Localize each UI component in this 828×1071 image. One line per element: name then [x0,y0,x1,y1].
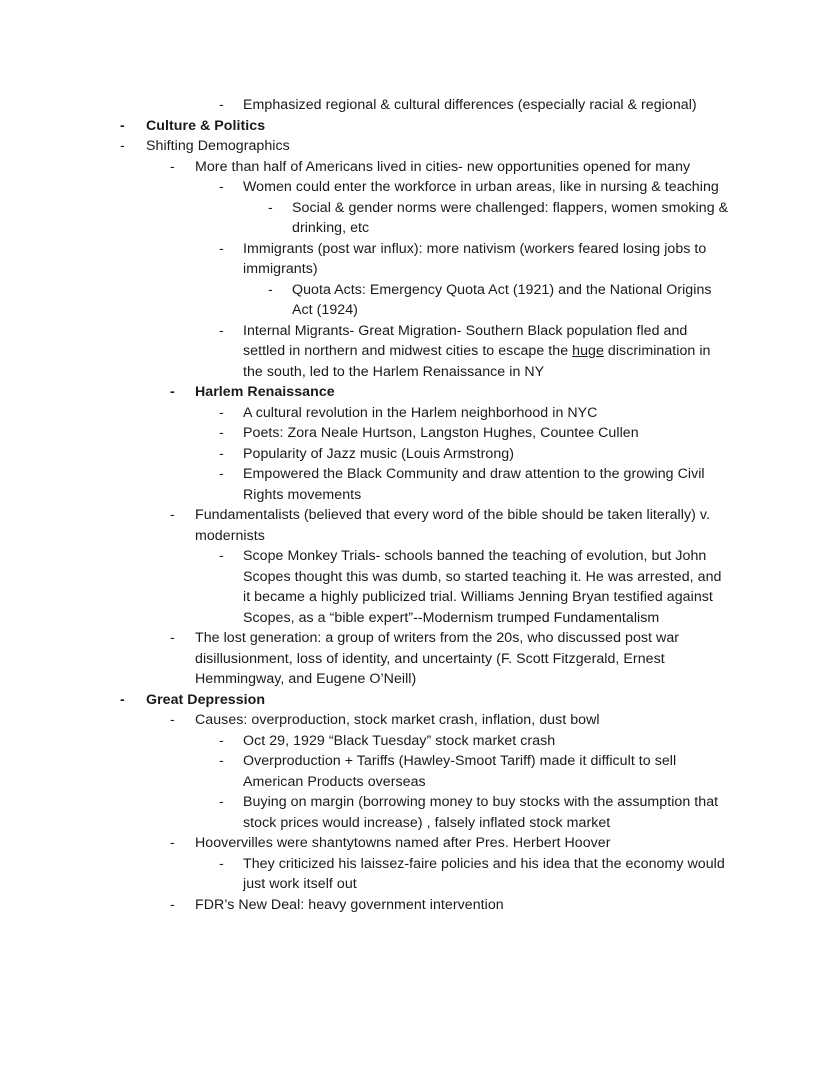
outline-text: Hoovervilles were shantytowns named after Pres. Herbert Hoover [195,835,611,851]
outline-item [0,423,730,444]
outline-text: Social & gender norms were challenged: flappers, women smoking & drinking, etc [292,199,729,236]
bullet-dash: - [268,281,273,298]
underlined-text: huge [572,343,604,359]
outline-text: Oct 29, 1929 “Black Tuesday” stock market crash [243,732,556,749]
outline-text: Harlem Renaissance [195,384,335,400]
outline-text: Great Depression [146,691,266,708]
outline-text: Culture & Politics [146,117,266,134]
outline-text: FDR’s New Deal: heavy government intervention [195,896,504,913]
outline-text: Poets: Zora Neale Hurtson, Langston Hughes, Countee Cullen [243,425,639,441]
outline-text: Overproduction + Tariffs (Hawley-Smoot Tariff) made it difficult to sell American Products overseas [243,753,677,790]
outline-item [0,239,730,280]
outline-item [0,833,725,854]
outline-text: Emphasized regional & cultural differences (especially racial & regional) [243,97,697,113]
bullet-dash: - [170,384,175,400]
bullet-dash: - [170,158,175,175]
outline-item [0,751,730,792]
outline-item [0,95,730,116]
outline-text: The lost generation: a group of writers from the 20s, who discussed post war disillusionment, loss of identity, and uncertainty (F. Scott Fitzgerald, Ernest Hemmingway, and Eugene O’Neill) [195,630,680,687]
bullet-dash: - [170,835,175,851]
bullet-dash: - [219,240,224,257]
bullet-dash: - [219,97,224,113]
outline-item [0,628,725,690]
outline-item [0,321,730,383]
outline-item [0,382,725,403]
bullet-dash: - [219,179,224,195]
bullet-dash: - [120,138,125,154]
bullet-dash: - [120,117,125,134]
outline-text: Empowered the Black Community and draw attention to the growing Civil Rights movements [243,466,705,503]
bullet-dash: - [120,691,125,708]
outline-text: Scope Monkey Trials- schools banned the teaching of evolution, but John Scopes thought this was dumb, so started teaching it. He was arrested, and it became a highly publicized trial. Williams Jenning Bryan testified against Scopes, as a “bible expert”--Modernism trumped Fundamentalism [243,548,722,626]
outline-text: Immigrants (post war influx): more nativism (workers feared losing jobs to immigrants) [243,240,707,277]
bullet-dash: - [219,322,224,339]
bullet-dash: - [219,548,224,564]
bullet-dash: - [219,445,224,462]
text-segment: discrimination in the south, led to the Harlem Renaissance in NY [243,343,711,380]
outline-item [0,505,725,546]
bullet-dash: - [219,794,224,810]
bullet-dash: - [170,507,175,523]
bullet-dash: - [170,896,175,913]
bullet-dash: - [219,855,224,872]
outline-item [0,895,725,916]
outline-item [0,464,730,505]
bullet-dash: - [219,425,224,441]
bullet-dash: - [219,466,224,482]
outline-item [0,280,732,321]
outline-text: Quota Acts: Emergency Quota Act (1921) and the National Origins Act (1924) [292,281,712,318]
outline-text: Fundamentalists (believed that every word of the bible should be taken literally) v. modernists [195,507,710,544]
bullet-dash: - [268,199,273,216]
outline-text: More than half of Americans lived in cities- new opportunities opened for many [195,158,691,175]
outline-item [0,403,730,424]
outline-item [0,854,730,895]
outline-item [0,177,730,198]
outline-text [243,323,710,380]
bullet-dash: - [219,753,224,769]
outline-item [0,546,730,628]
bullet-dash: - [219,404,224,421]
outline-text: A cultural revolution in the Harlem neighborhood in NYC [243,404,598,421]
bullet-dash: - [170,712,175,728]
bullet-dash: - [219,732,224,749]
outline-item [0,136,828,157]
outline-text: They criticized his laissez-faire policies and his idea that the economy would just work itself out [243,855,725,892]
outline-text: Shifting Demographics [146,138,290,154]
document-page [0,95,828,915]
outline-text: Women could enter the workforce in urban areas, like in nursing & teaching [243,179,719,195]
outline-text: Popularity of Jazz music (Louis Armstrong) [243,445,514,462]
outline-item [0,198,732,239]
outline-text: Buying on margin (borrowing money to buy stocks with the assumption that stock prices would increase) , falsely inflated stock market [243,794,719,831]
outline-item [0,157,725,178]
outline-item [0,731,730,752]
outline-item [0,690,828,711]
outline-text: Causes: overproduction, stock market crash, inflation, dust bowl [195,712,600,728]
outline-item [0,116,828,137]
text-segment: Internal Migrants- Great Migration- Southern Black population fled and settled in northern and midwest cities to escape the [243,322,688,359]
outline-item [0,710,725,731]
outline-item [0,444,730,465]
bullet-dash: - [170,630,175,646]
outline-item [0,792,730,833]
